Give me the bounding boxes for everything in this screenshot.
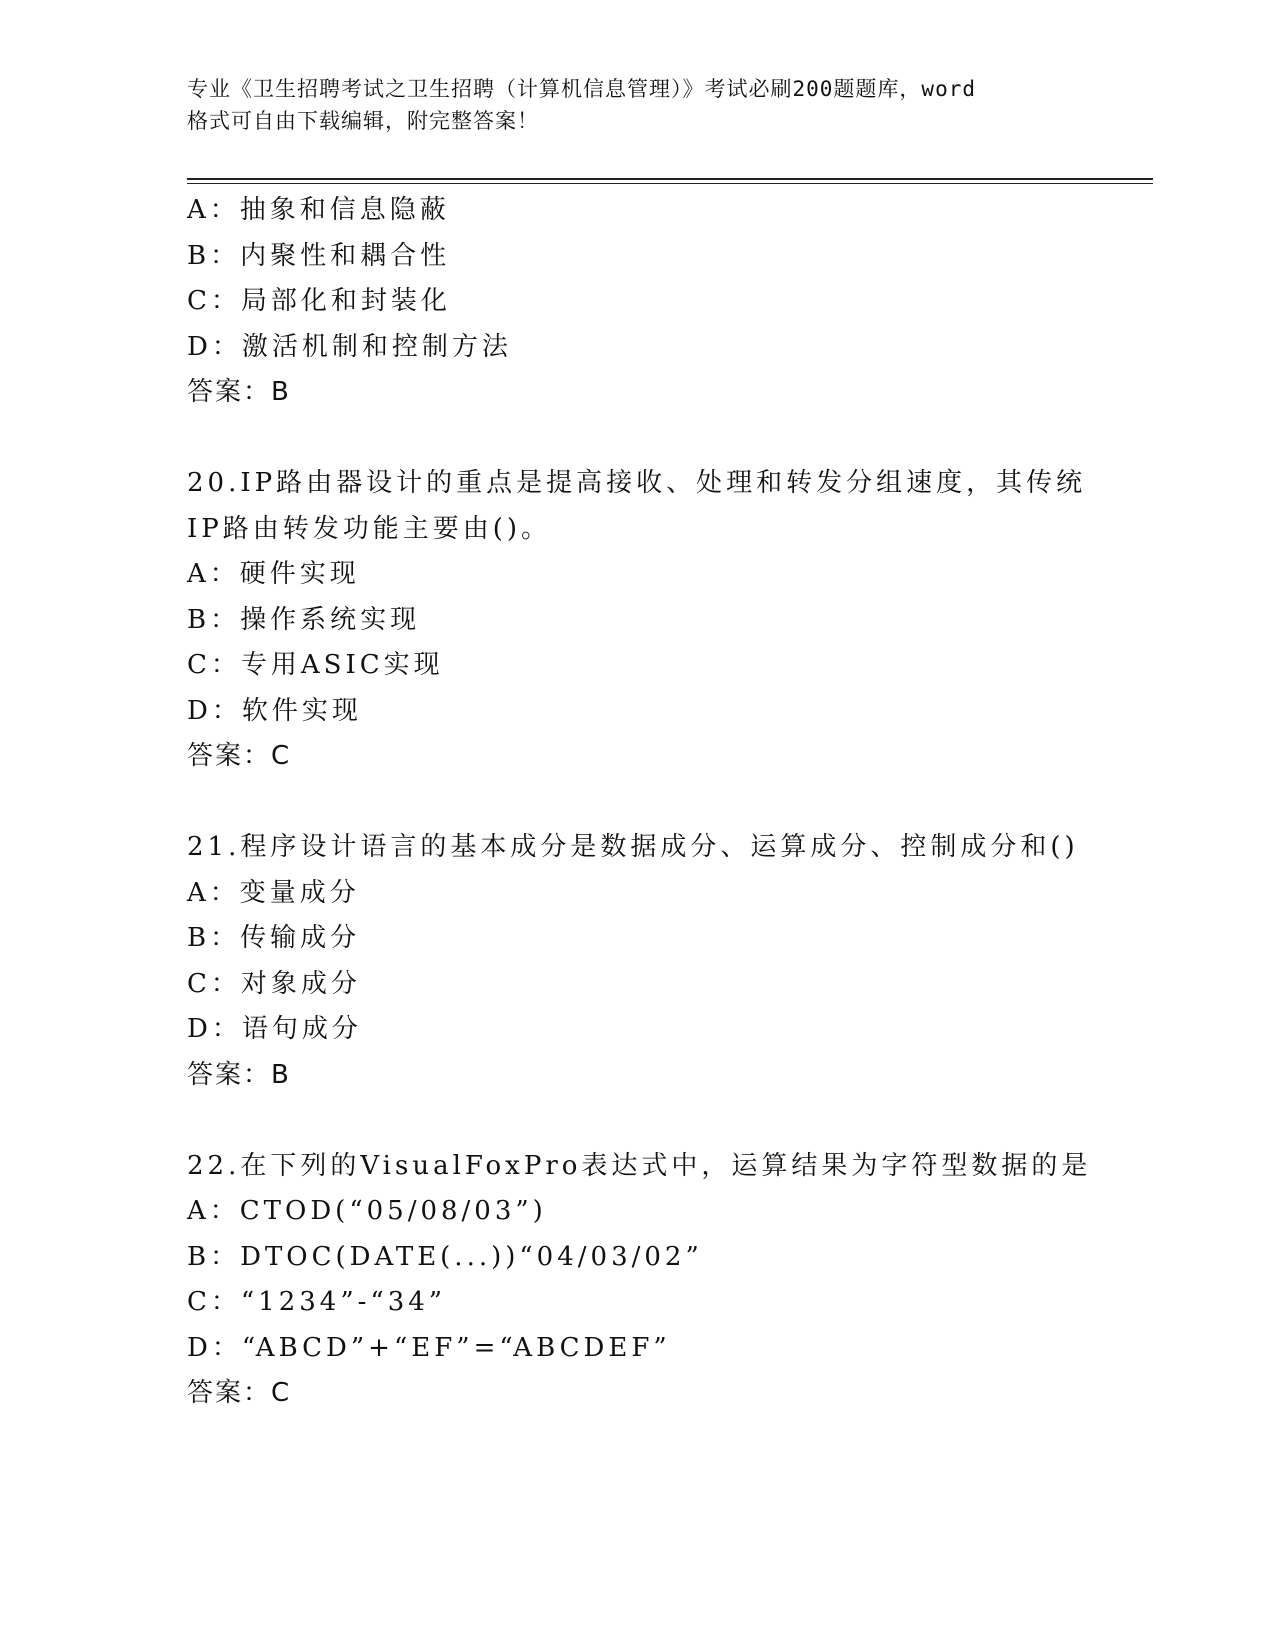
question-spacer (187, 780, 1147, 826)
question-20 (187, 461, 1147, 780)
question-19 (187, 188, 1147, 416)
answer-line: 答案：C (187, 1378, 292, 1408)
option-d: D：软件实现 (187, 695, 362, 726)
question-stem: 21.程序设计语言的基本成分是数据成分、运算成分、控制成分和() (187, 832, 1079, 862)
option-b: B：内聚性和耦合性 (187, 240, 451, 271)
question-spacer (187, 1098, 1147, 1144)
option-c: C：对象成分 (187, 968, 361, 999)
option-d: D：激活机制和控制方法 (187, 331, 512, 362)
question-stem: 22.在下列的VisualFoxPro表达式中，运算结果为字符型数据的是 (187, 1150, 1092, 1181)
question-list (187, 188, 1147, 1417)
option-d: D：语句成分 (187, 1014, 362, 1044)
option-b: B：操作系统实现 (187, 604, 421, 635)
header-line-1: 专业《卫生招聘考试之卫生招聘（计算机信息管理）》考试必刷200题题库，word (187, 77, 976, 101)
question-stem: 20.IP路由器设计的重点是提高接收、处理和转发分组速度，其传统 (187, 468, 1087, 498)
question-spacer (187, 416, 1147, 462)
option-a: A：硬件实现 (187, 559, 360, 589)
option-c: C：专用ASIC实现 (187, 650, 444, 680)
question-22 (187, 1144, 1147, 1417)
answer-line: 答案：B (187, 377, 291, 407)
question-stem-continued: IP路由转发功能主要由()。 (187, 513, 552, 544)
option-c: C：“1234”-“34” (187, 1287, 447, 1317)
question-21 (187, 825, 1147, 1098)
header-rule-thin (187, 183, 1153, 184)
option-c: C：局部化和封装化 (187, 286, 451, 316)
option-a: A：抽象和信息隐蔽 (187, 195, 450, 225)
option-d: D：“ABCD”+“EF”=“ABCDEF” (187, 1332, 671, 1363)
option-b: B：DTOC(DATE(...))“04/03/02” (187, 1241, 703, 1272)
option-a: A：变量成分 (187, 877, 360, 908)
option-a: A：CTOD(“05/08/03”) (187, 1196, 547, 1226)
header-rule-thick (187, 178, 1153, 180)
document-header (187, 73, 1087, 137)
header-line-2: 格式可自由下载编辑，附完整答案！ (187, 109, 539, 133)
answer-line: 答案：C (187, 741, 292, 771)
answer-line: 答案：B (187, 1059, 291, 1090)
option-b: B：传输成分 (187, 923, 361, 953)
